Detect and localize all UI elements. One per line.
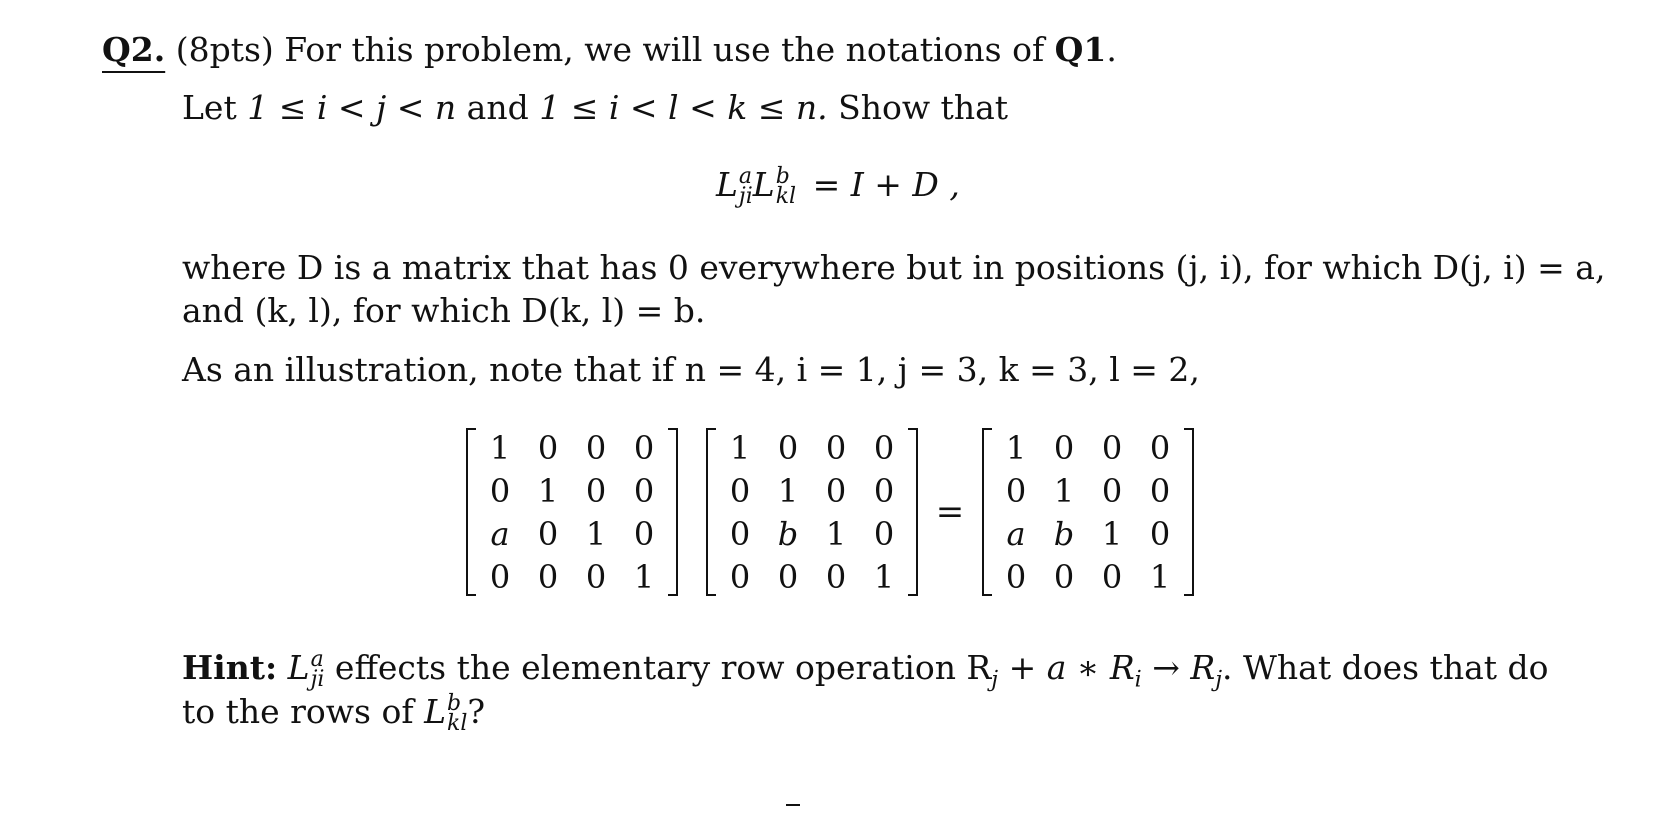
eq-L2-indices (775, 164, 797, 209)
hint-sub-i: i (1134, 667, 1142, 693)
matrix-cell: 0 (825, 557, 847, 596)
question-points: (8pts) (175, 30, 274, 69)
matrix-cell: b (777, 514, 799, 553)
matrix-cell: 1 (1053, 471, 1075, 510)
matrix-cell: 1 (585, 514, 607, 553)
matrix-cell: b (1053, 514, 1075, 553)
hint-arrow: → R (1141, 648, 1216, 687)
matrix-cell: 1 (873, 557, 895, 596)
illustration-line: As an illustration, note that if n = 4, i = 1, j = 3, k = 3, l = 2, (182, 350, 1200, 389)
matrix-cell: 1 (1149, 557, 1171, 596)
matrix-cell: 1 (537, 471, 559, 510)
hint-L2: L (424, 692, 446, 731)
eq-L2: L (752, 165, 775, 204)
eq-L1: L (716, 165, 738, 204)
matrix-cell: 0 (537, 428, 559, 467)
matrix-cell: 0 (537, 514, 559, 553)
matrix-cell: 0 (873, 428, 895, 467)
hint-L-indices (310, 647, 325, 692)
matrix-cell: 0 (633, 428, 655, 467)
hint-L2-indices (446, 691, 468, 736)
where-line-2: and (k, l), for which D(k, l) = b. (182, 291, 706, 330)
hint-sup-b: b (446, 691, 462, 716)
matrix-L-b-kl (706, 426, 918, 598)
hint-L: L (287, 648, 310, 687)
matrix-cell: 1 (729, 428, 751, 467)
matrix-cell: 0 (873, 471, 895, 510)
matrix-cell: 0 (1005, 471, 1027, 510)
matrix-cell: 1 (489, 428, 511, 467)
matrix-equation (466, 426, 1194, 598)
cut-off-mark (786, 804, 800, 810)
matrix-cell: 0 (585, 428, 607, 467)
question-ref-end: . (1106, 30, 1117, 69)
hint-sub-ji: ji (310, 667, 325, 692)
matrix-cell: 0 (729, 557, 751, 596)
matrix-cell: 0 (1053, 557, 1075, 596)
hint-sub-kl: kl (446, 711, 468, 736)
let-word: Let (182, 88, 237, 127)
matrix-cell: 0 (729, 471, 751, 510)
matrix-cell: 0 (489, 557, 511, 596)
matrix-cell: 0 (1053, 428, 1075, 467)
conditions-line (182, 88, 1008, 127)
matrix-cell: 1 (1005, 428, 1027, 467)
hint-label: Hint: (182, 648, 278, 687)
condition-2: 1 ≤ i < l < k ≤ n. (539, 88, 828, 127)
hint-sup-a: a (310, 647, 324, 672)
hint-plus: + a ∗ R (998, 648, 1135, 687)
matrix-cell: a (1006, 514, 1026, 553)
eq-sub-kl: kl (775, 184, 797, 209)
matrix-cell: 0 (1149, 428, 1171, 467)
matrix-equals: = (935, 492, 965, 532)
matrix-cell: 0 (825, 471, 847, 510)
question-label: Q2. (102, 30, 166, 69)
matrix-cell: 0 (825, 428, 847, 467)
where-line-1: where D is a matrix that has 0 everywhere but in positions (j, i), for which D(j, i) = a, (182, 248, 1606, 287)
matrix-cell: 0 (633, 471, 655, 510)
matrix-cell: 0 (489, 471, 511, 510)
eq-rhs: = I + D , (812, 165, 960, 204)
hint-rest: . What does that do (1222, 648, 1549, 687)
matrix-cell: 1 (1101, 514, 1123, 553)
matrix-cell: 0 (1149, 514, 1171, 553)
matrix-cell: 0 (585, 557, 607, 596)
hint-line2-start: to the rows of (182, 692, 414, 731)
main-equation (716, 165, 960, 207)
matrix-cell: 0 (537, 557, 559, 596)
eq-L1-indices (738, 164, 753, 209)
condition-1: 1 ≤ i < j < n (247, 88, 457, 127)
matrix-cell: 0 (1101, 557, 1123, 596)
matrix-cell: a (490, 514, 510, 553)
and-word: and (466, 88, 529, 127)
question-intro: For this problem, we will use the notations of (284, 30, 1045, 69)
matrix-cell: 0 (1101, 471, 1123, 510)
eq-sub-ji: ji (738, 184, 753, 209)
hint-question-mark: ? (467, 692, 486, 731)
matrix-cell: 0 (1005, 557, 1027, 596)
matrix-cell: 0 (729, 514, 751, 553)
eq-sup-b: b (775, 164, 790, 189)
matrix-cell: 0 (585, 471, 607, 510)
eq-sup-a: a (738, 164, 753, 189)
matrix-result (982, 426, 1194, 598)
hint-sub-j: j (991, 667, 999, 693)
matrix-cell: 0 (777, 557, 799, 596)
matrix-cell: 0 (777, 428, 799, 467)
hint-sub-j2: j (1215, 667, 1223, 693)
matrix-cell: 1 (825, 514, 847, 553)
hint-line-1 (182, 648, 1549, 693)
show-that: Show that (838, 88, 1009, 127)
hint-text: effects the elementary row operation R (334, 648, 992, 687)
matrix-cell: 0 (633, 514, 655, 553)
matrix-cell: 1 (777, 471, 799, 510)
question-ref: Q1 (1054, 30, 1107, 69)
matrix-cell: 0 (873, 514, 895, 553)
matrix-cell: 1 (633, 557, 655, 596)
hint-line-2 (182, 692, 485, 734)
matrix-cell: 0 (1101, 428, 1123, 467)
matrix-cell: 0 (1149, 471, 1171, 510)
matrix-L-a-ji (466, 426, 678, 598)
question-header (102, 30, 1117, 69)
